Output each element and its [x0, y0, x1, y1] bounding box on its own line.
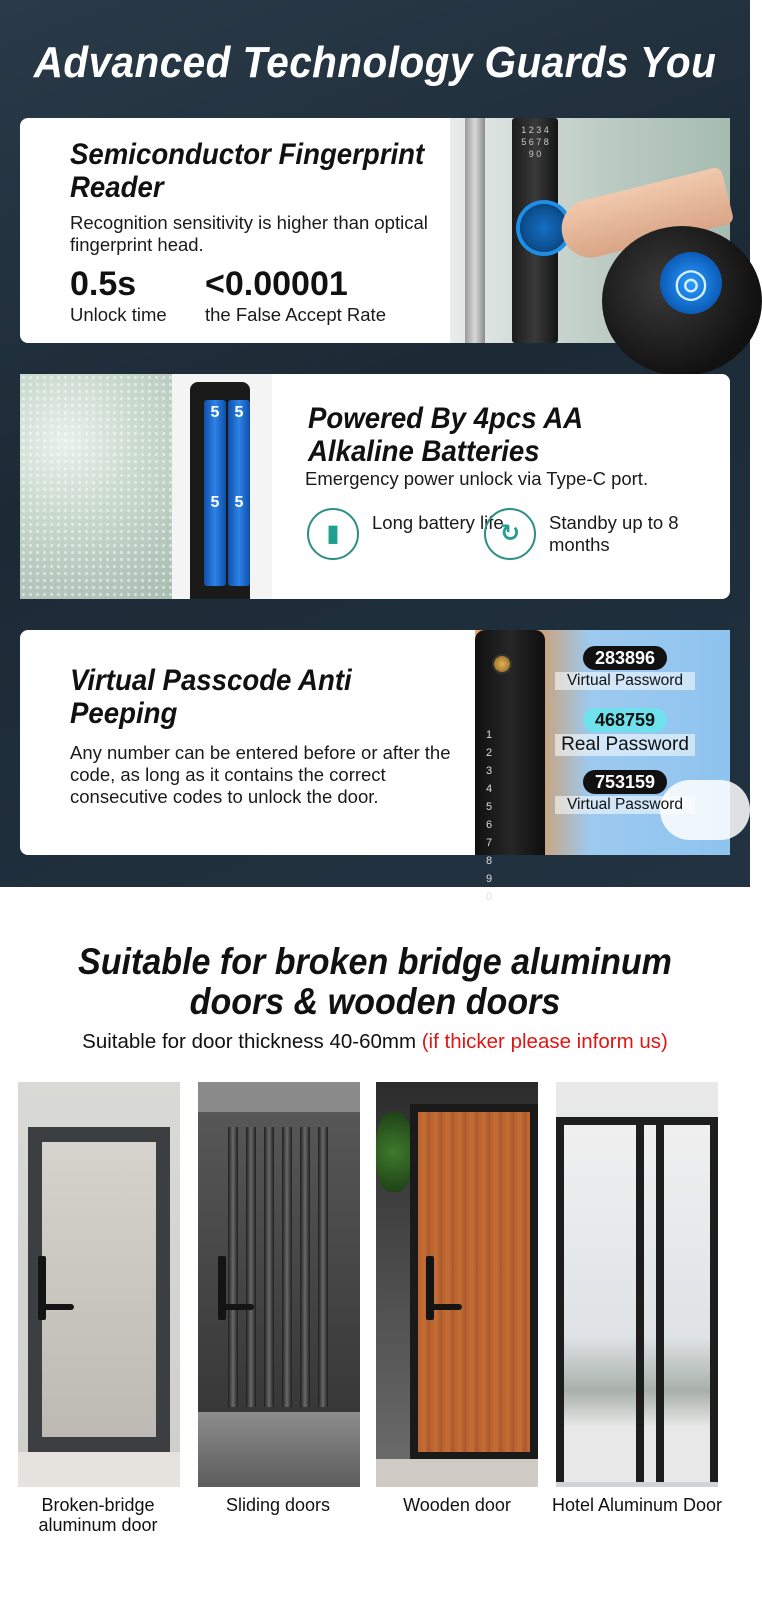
door-slat [300, 1127, 310, 1407]
door-label: Wooden door [403, 1495, 511, 1515]
stat-label: Unlock time [70, 304, 167, 325]
password-code: 283896 [583, 646, 667, 670]
passcode-desc: Any number can be entered before or after the code, as long as it contains the correct consecutive codes to unlock the door. [70, 742, 451, 807]
fingerprint-card [20, 118, 730, 343]
false-accept-stat [205, 266, 386, 326]
password-label: Virtual Password [555, 672, 695, 690]
door-frame [710, 1117, 718, 1482]
floor [18, 1452, 180, 1487]
keypad: 1 2 3 4 5 6 7 8 9 0 [521, 125, 549, 159]
door-frame [636, 1117, 644, 1482]
stat-value: 0.5s [70, 265, 137, 303]
standby-8-icon: ↻ [484, 508, 536, 560]
battery-card [20, 374, 730, 599]
floor [198, 1412, 360, 1487]
password-example [555, 770, 695, 814]
fingerprint-title: Semiconductor Fingerprint Reader [70, 138, 425, 204]
stat-label: the False Accept Rate [205, 304, 386, 325]
password-label: Real Password [555, 734, 695, 756]
passcode-card [20, 630, 730, 903]
door-slat [264, 1127, 274, 1407]
door-frame [656, 1117, 664, 1482]
smart-lock [38, 1256, 46, 1320]
smart-lock [426, 1256, 434, 1320]
feature-label: Long battery life [372, 512, 504, 533]
battery-title: Powered By 4pcs AA Alkaline Batteries [308, 402, 583, 468]
keypad: 1 2 3 4 5 6 7 8 9 0 [486, 729, 503, 903]
password-label: Virtual Password [555, 796, 695, 814]
frosted-glass-image [20, 374, 172, 599]
suitable-title-line: Suitable for broken bridge aluminum [78, 941, 672, 982]
stat-value: <0.00001 [205, 265, 348, 303]
passcode-title: Virtual Passcode Anti Peeping [70, 664, 352, 730]
lock-handle [220, 1304, 254, 1310]
unlock-time-stat [70, 266, 167, 326]
password-example [555, 708, 695, 756]
lock-handle [40, 1304, 74, 1310]
door-frame [465, 118, 485, 343]
aa-battery: 5 [228, 490, 250, 586]
wall [198, 1082, 360, 1112]
battery-desc: Emergency power unlock via Type-C port. [305, 468, 649, 489]
suitable-title [30, 942, 720, 1022]
plant [376, 1112, 412, 1192]
floor [376, 1459, 538, 1487]
feature-label: Standby up to 8 months [549, 512, 679, 555]
door-slat [228, 1127, 238, 1407]
door-slat [282, 1127, 292, 1407]
wooden-door-image [376, 1082, 538, 1487]
password-code: 468759 [583, 708, 667, 732]
thickness-text: Suitable for door thickness 40-60mm [82, 1030, 417, 1053]
aluminum-door-image [18, 1082, 180, 1487]
lock-handle [428, 1304, 462, 1310]
door-glass [42, 1142, 156, 1437]
camera-icon [492, 654, 512, 674]
door-slat [318, 1127, 328, 1407]
fingerprint-icon: ◎ [660, 252, 722, 314]
hotel-aluminum-door-image [556, 1082, 718, 1487]
aa-battery: 5 [228, 400, 250, 496]
door-frame [556, 1117, 564, 1482]
thickness-note [0, 1030, 750, 1054]
smart-lock [218, 1256, 226, 1320]
wood-panel [418, 1112, 530, 1452]
door-label: Sliding doors [225, 1495, 331, 1515]
door-label: Hotel Aluminum Door [551, 1495, 723, 1515]
password-code: 753159 [583, 770, 667, 794]
page-title: Advanced Technology Guards You [33, 38, 717, 87]
aa-battery: 5 [204, 400, 226, 496]
door-label: Broken-bridge aluminum door [38, 1495, 158, 1535]
sliding-door-image [198, 1082, 360, 1487]
password-example [555, 646, 695, 690]
aa-battery: 5 [204, 490, 226, 586]
door-slat [246, 1127, 256, 1407]
thicker-warning: (if thicker please inform us) [421, 1030, 668, 1053]
suitable-title-line: doors & wooden doors [189, 981, 561, 1022]
battery-icon: ▮ [307, 508, 359, 560]
fingerprint-desc: Recognition sensitivity is higher than optical fingerprint head. [70, 212, 428, 255]
